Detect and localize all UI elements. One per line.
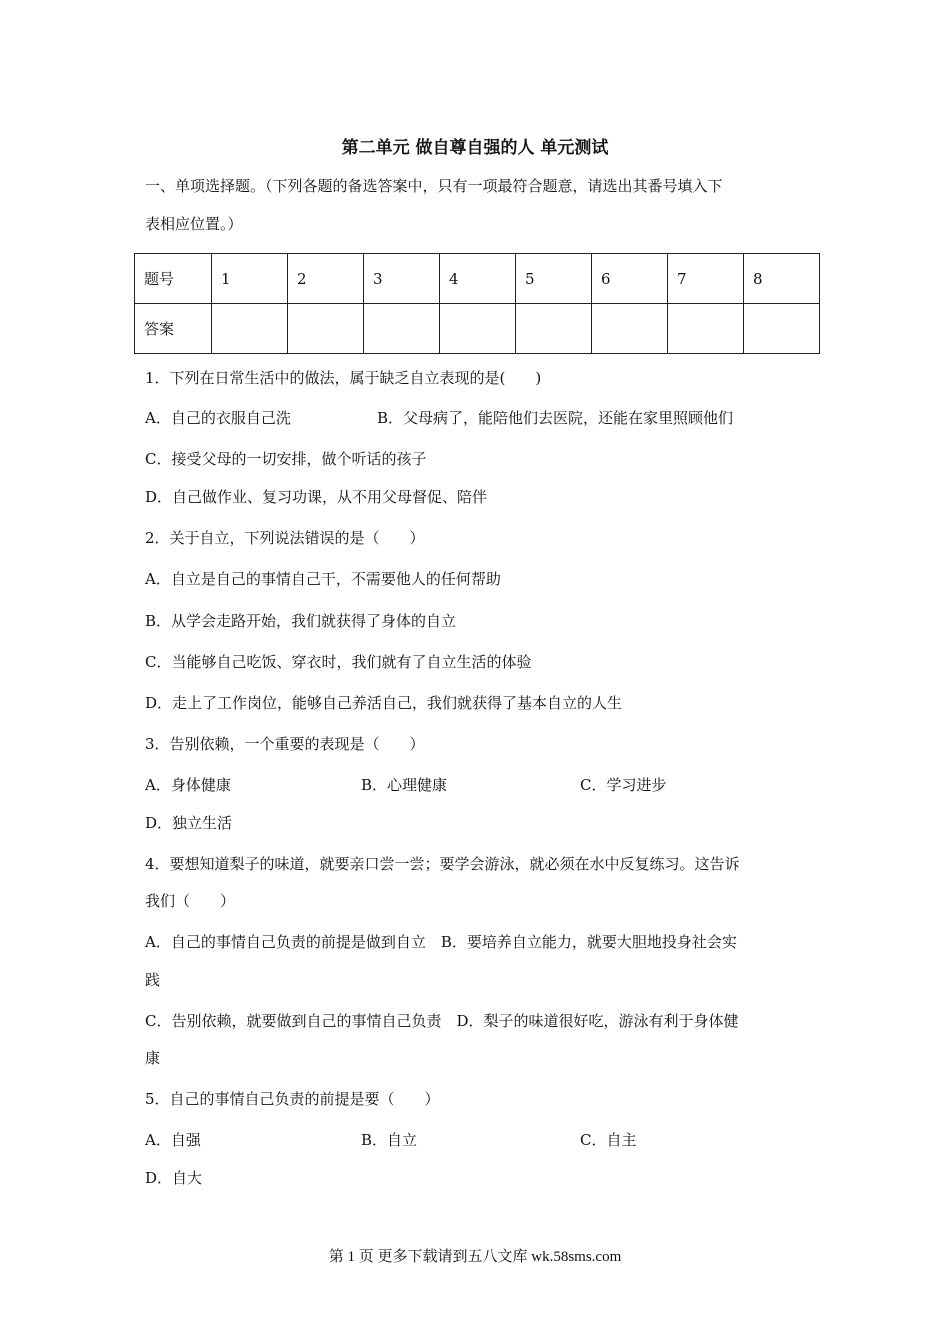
question-1-option-b: B．父母病了，能陪他们去医院，还能在家里照顾他们 bbox=[377, 409, 734, 427]
question-3-option-c: C．学习进步 bbox=[580, 776, 667, 794]
answer-cell[interactable] bbox=[212, 304, 288, 354]
answer-table bbox=[134, 253, 820, 354]
answer-table-answer-row bbox=[135, 304, 820, 354]
section-intro-line-2: 表相应位置。） bbox=[145, 215, 243, 233]
question-3-option-a: A．身体健康 bbox=[145, 776, 231, 794]
question-number-cell: 1 bbox=[212, 254, 288, 304]
question-4-options-line-4: 康 bbox=[145, 1049, 161, 1067]
question-1-option-a: A．自己的衣服自己洗 bbox=[145, 409, 291, 427]
question-number-cell: 6 bbox=[592, 254, 668, 304]
question-3-option-d: D．独立生活 bbox=[145, 814, 233, 832]
question-4-options-line-3: C．告别依赖，就要做到自己的事情自己负责 D．梨子的味道很好吃，游泳有利于身体健 bbox=[145, 1012, 739, 1030]
question-number-cell: 7 bbox=[668, 254, 744, 304]
question-5-option-d: D．自大 bbox=[145, 1169, 203, 1187]
answer-cell[interactable] bbox=[364, 304, 440, 354]
question-5-option-c: C．自主 bbox=[580, 1131, 637, 1149]
question-4-stem-line-2: 我们（ ） bbox=[145, 892, 236, 910]
question-2-option-a: A．自立是自己的事情自己干，不需要他人的任何帮助 bbox=[145, 570, 501, 588]
answer-label-cell: 答案 bbox=[135, 304, 212, 354]
question-4-stem-line-1: 4．要想知道梨子的味道，就要亲口尝一尝；要学会游泳，就必须在水中反复练习。这告诉 bbox=[145, 855, 740, 873]
question-2-option-b: B．从学会走路开始，我们就获得了身体的自立 bbox=[145, 612, 457, 630]
question-2-option-c: C．当能够自己吃饭、穿衣时，我们就有了自立生活的体验 bbox=[145, 653, 532, 671]
question-number-cell: 8 bbox=[744, 254, 820, 304]
question-3-option-b: B．心理健康 bbox=[361, 776, 448, 794]
answer-cell[interactable] bbox=[744, 304, 820, 354]
section-intro-line-1: 一、单项选择题。（下列各题的备选答案中，只有一项最符合题意，请选出其番号填入下 bbox=[145, 177, 723, 195]
page-footer: 第 1 页 更多下载请到五八文库 wk.58sms.com bbox=[328, 1249, 622, 1265]
header-label-cell: 题号 bbox=[135, 254, 212, 304]
answer-cell[interactable] bbox=[440, 304, 516, 354]
answer-table-header-row bbox=[135, 254, 820, 304]
answer-cell[interactable] bbox=[516, 304, 592, 354]
question-3-stem: 3．告别依赖，一个重要的表现是（ ） bbox=[145, 735, 425, 753]
question-4-options-line-1: A．自己的事情自己负责的前提是做到自立 B．要培养自立能力，就要大胆地投身社会实 bbox=[145, 933, 737, 951]
question-1-option-d: D．自己做作业、复习功课，从不用父母督促、陪伴 bbox=[145, 488, 488, 506]
page-title: 第二单元 做自尊自强的人 单元测试 bbox=[341, 138, 609, 158]
question-2-option-d: D．走上了工作岗位，能够自己养活自己，我们就获得了基本自立的人生 bbox=[145, 694, 623, 712]
question-5-option-b: B．自立 bbox=[361, 1131, 418, 1149]
question-1-option-c: C．接受父母的一切安排，做个听话的孩子 bbox=[145, 450, 427, 468]
question-2-stem: 2．关于自立，下列说法错误的是（ ） bbox=[145, 529, 425, 547]
answer-cell[interactable] bbox=[592, 304, 668, 354]
answer-cell[interactable] bbox=[288, 304, 364, 354]
answer-cell[interactable] bbox=[668, 304, 744, 354]
question-number-cell: 5 bbox=[516, 254, 592, 304]
question-4-options-line-2: 践 bbox=[145, 971, 161, 989]
question-1-stem: 1．下列在日常生活中的做法，属于缺乏自立表现的是( ) bbox=[145, 369, 542, 387]
question-5-option-a: A．自强 bbox=[145, 1131, 201, 1149]
question-number-cell: 2 bbox=[288, 254, 364, 304]
question-number-cell: 3 bbox=[364, 254, 440, 304]
question-number-cell: 4 bbox=[440, 254, 516, 304]
question-5-stem: 5．自己的事情自己负责的前提是要（ ） bbox=[145, 1090, 440, 1108]
